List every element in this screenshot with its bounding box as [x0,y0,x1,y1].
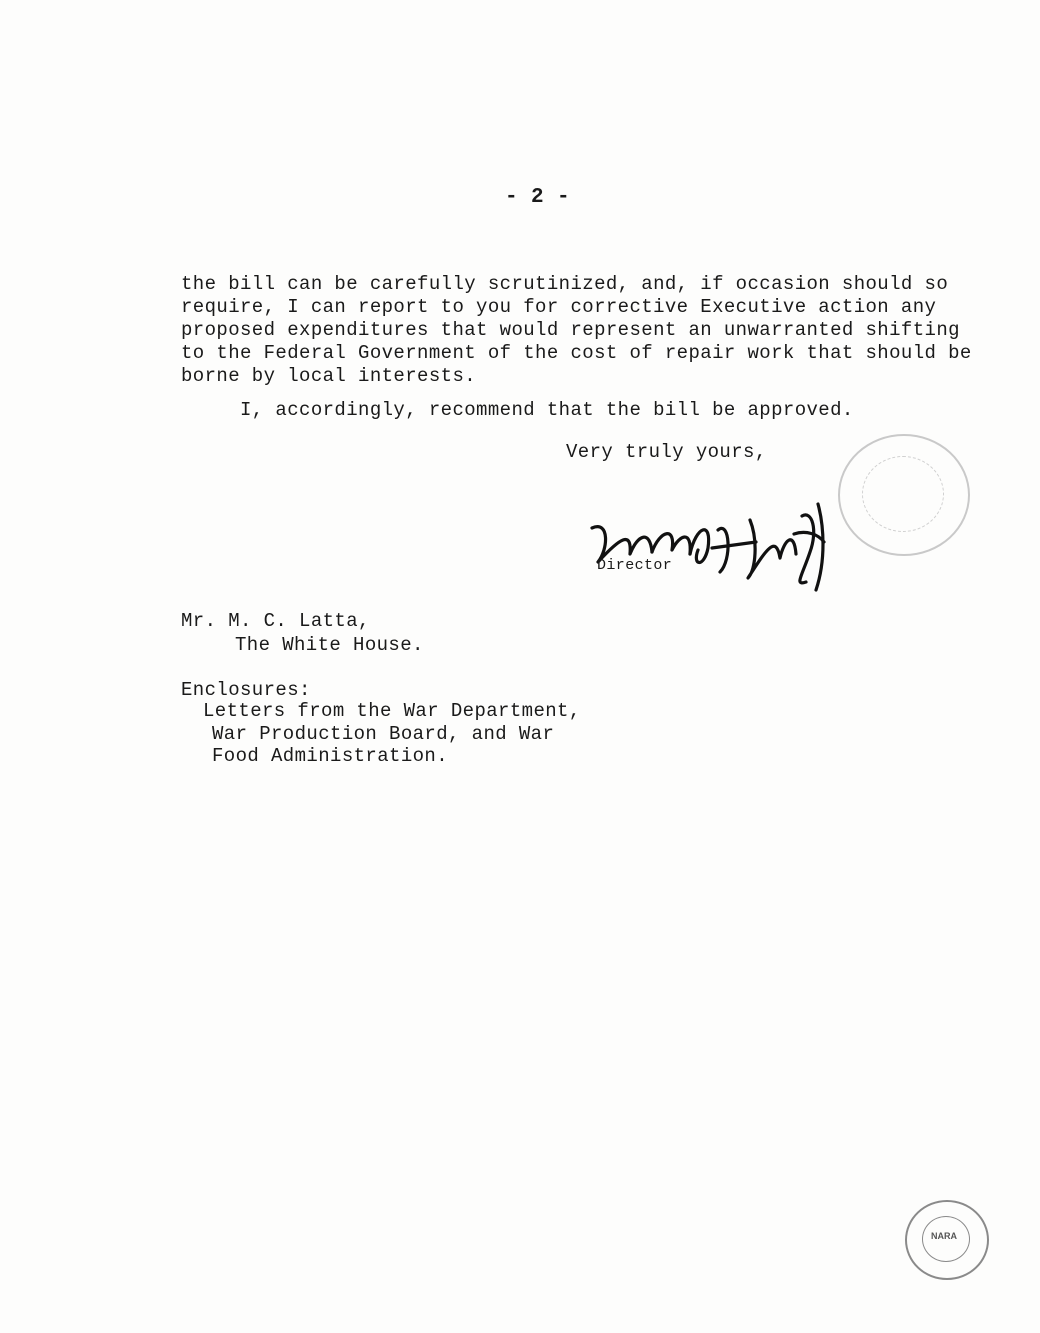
enclosure-line: War Production Board, and War [212,723,555,745]
recommendation-paragraph: I, accordingly, recommend that the bill be approved. [181,399,854,421]
enclosure-line: Food Administration. [212,745,449,767]
nara-stamp [905,1200,989,1280]
paragraph-line: to the Federal Government of the cost of repair work that should be [181,342,972,364]
enclosures-heading: Enclosures: [181,679,311,701]
closing-salutation: Very truly yours, [566,441,767,463]
paragraph-line: proposed expenditures that would represent an unwarranted shifting [181,319,960,341]
page-number: - 2 - [505,186,571,209]
recipient-name: Mr. M. C. Latta, [181,610,370,632]
paragraph-line: borne by local interests. [181,365,477,387]
recipient-address: The White House. [235,634,424,656]
paragraph-line: require, I can report to you for corrective Executive action any [181,296,937,318]
handwritten-signature [580,490,850,600]
signer-title: Director [597,557,673,574]
enclosure-line: Letters from the War Department, [203,700,581,722]
nara-stamp-label: NARA [931,1231,957,1241]
paragraph-line: the bill can be carefully scrutinized, and, if occasion should so [181,273,949,295]
library-stamp [838,434,970,556]
